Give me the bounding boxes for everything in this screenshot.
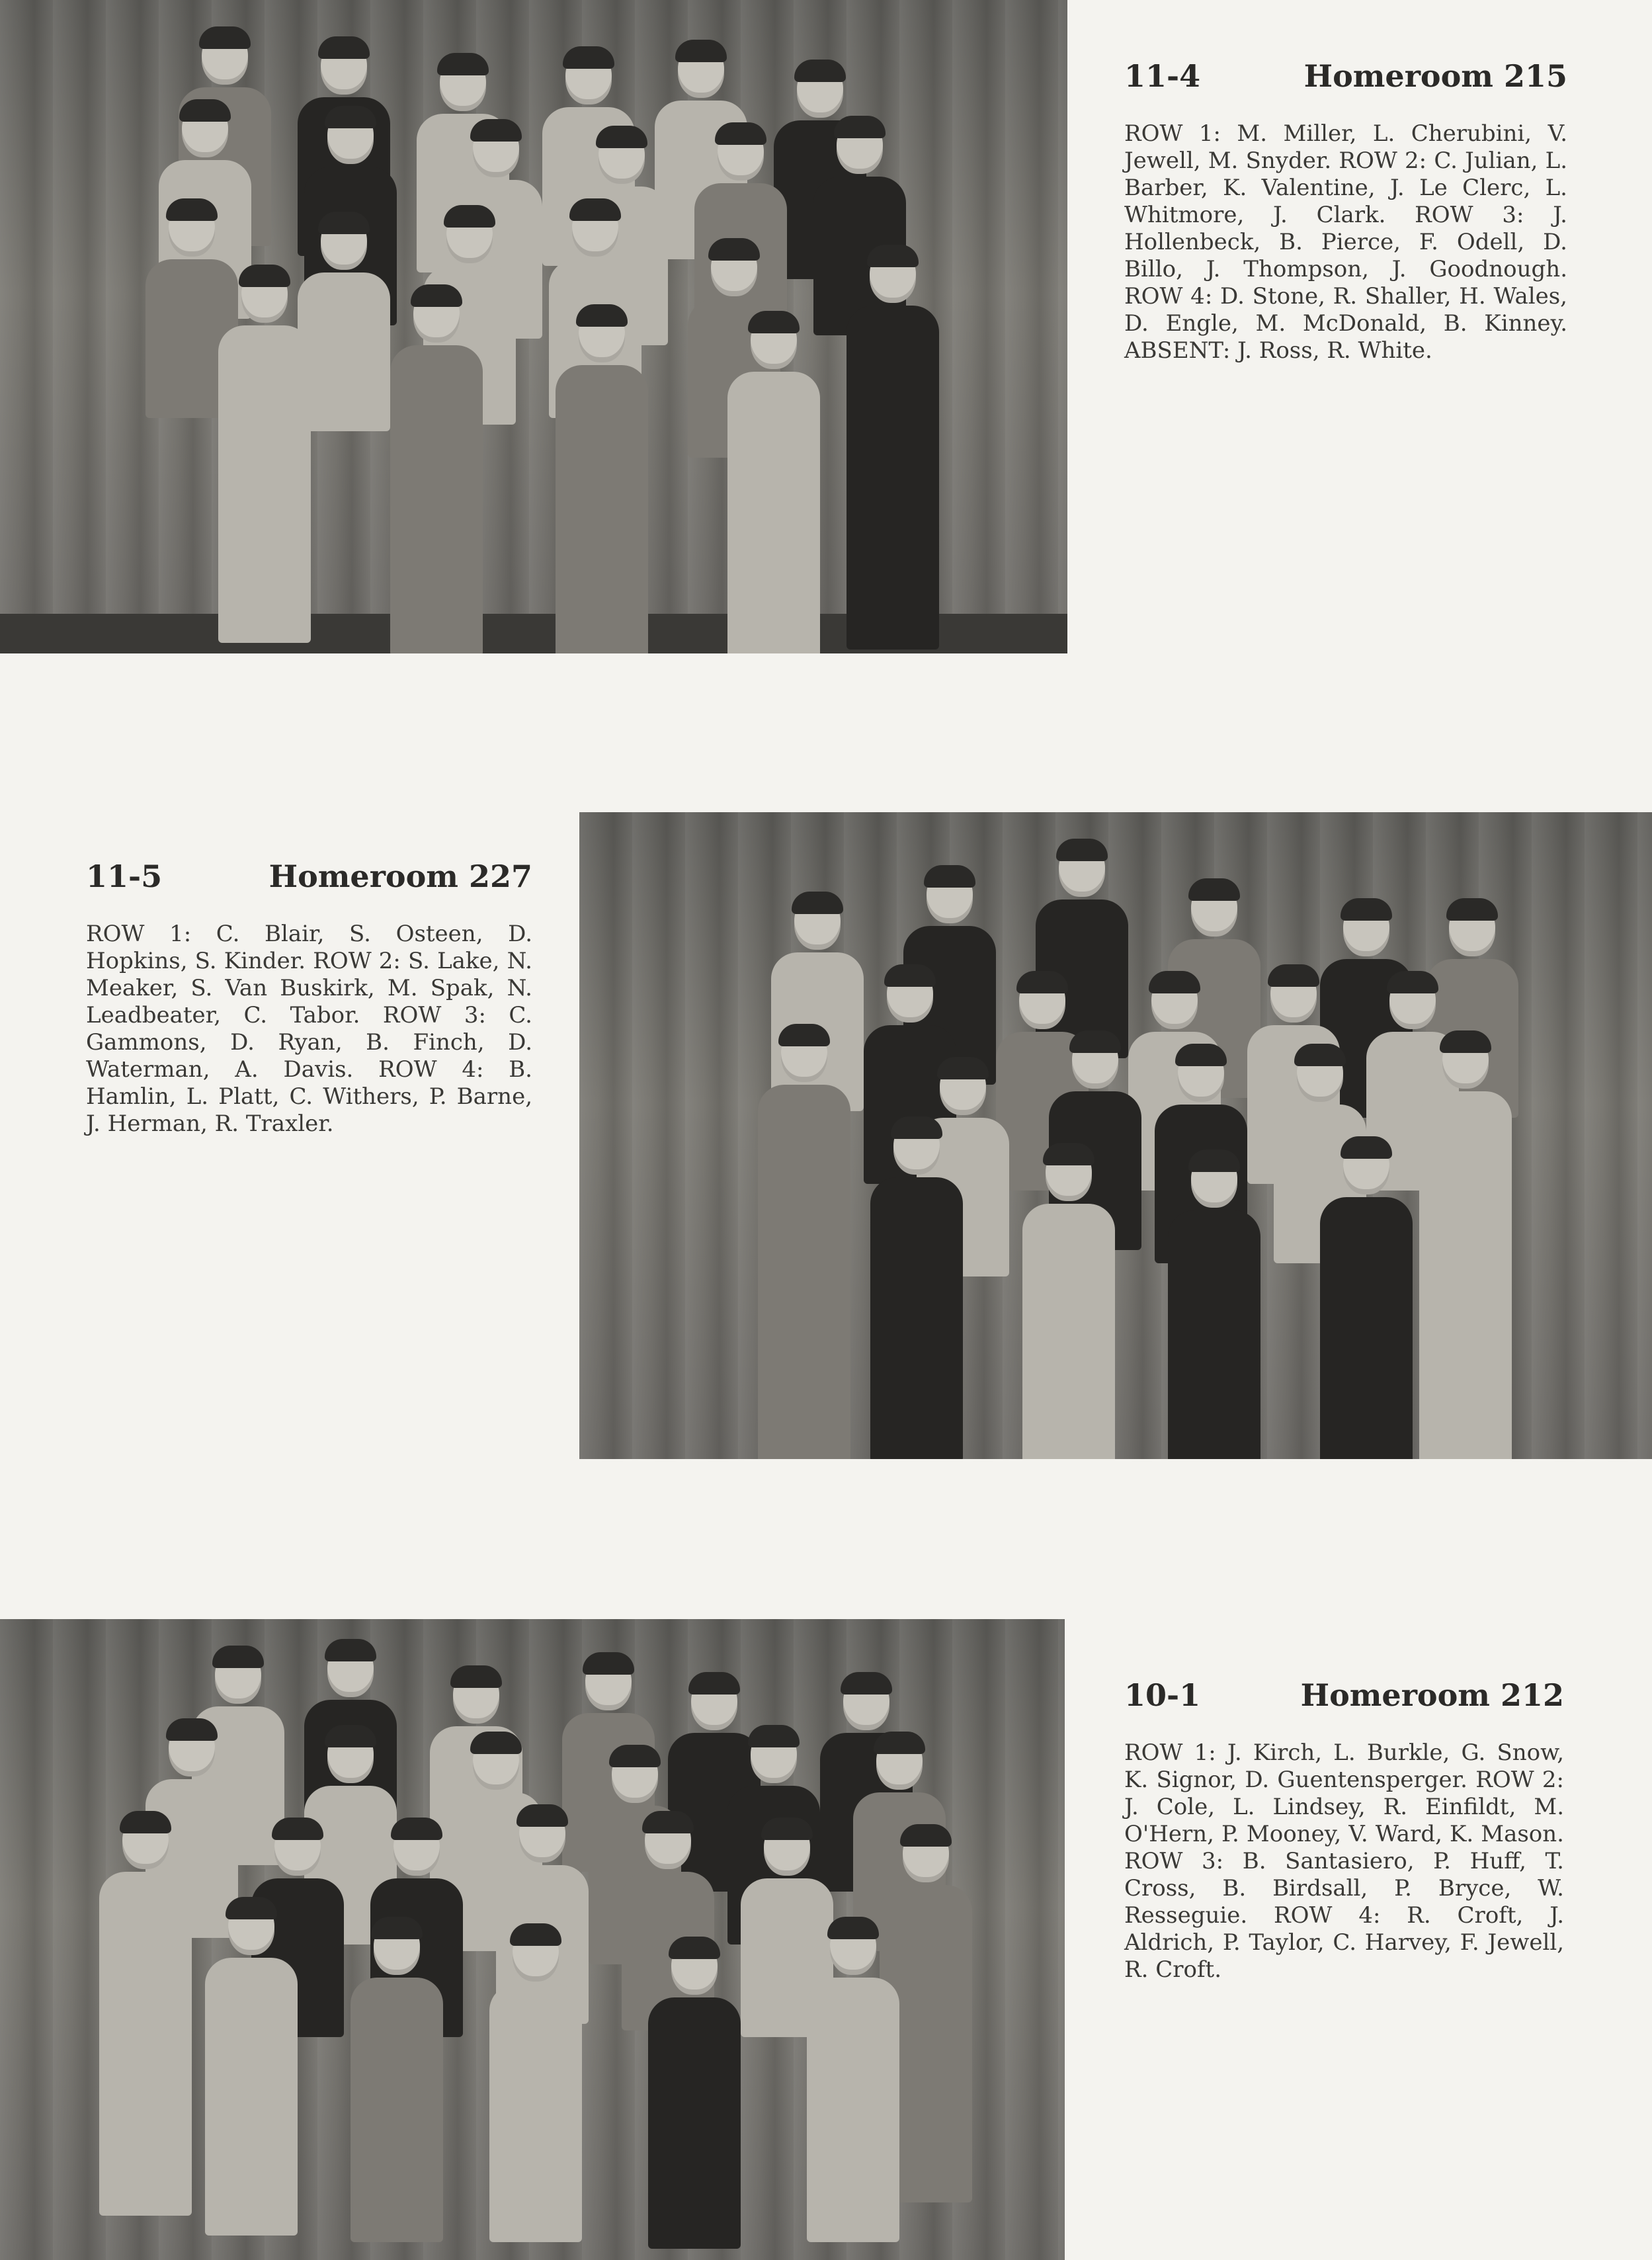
homeroom-number: Homeroom 227 xyxy=(268,858,532,894)
caption-11-4 xyxy=(1124,58,1567,364)
homeroom-number: Homeroom 215 xyxy=(1303,58,1567,94)
class-code: 11-4 xyxy=(1124,58,1201,94)
section-heading xyxy=(1124,1677,1564,1713)
caption-11-5 xyxy=(86,858,532,1138)
homeroom-number: Homeroom 212 xyxy=(1300,1677,1564,1713)
section-heading xyxy=(1124,58,1567,94)
student-names: ROW 1: J. Kirch, L. Burkle, G. Snow, K. Signor, D. Guentensperger. ROW 2: J. Cole, L. Lindsey, R. Einfildt, M. O'Hern, P. Mooney, V. Ward, K. Mason. ROW 3: B. Santasiero, P. Huff, T. Cross, B. Birdsall, P. Bryce, W. Resseguie. ROW 4: R. Croft, J. Aldrich, P. Taylor, C. Harvey, F. Jewell, R. Croft. xyxy=(1124,1739,1564,1983)
class-code: 10-1 xyxy=(1124,1677,1201,1713)
section-heading xyxy=(86,858,532,894)
student-names: ROW 1: M. Miller, L. Cherubini, V. Jewell, M. Snyder. ROW 2: C. Julian, L. Barber, K. Valentine, J. Le Clerc, L. Whitmore, J. Clark. ROW 3: J. Hollenbeck, B. Pierce, F. Odell, D. Billo, J. Thompson, J. Goodnough. ROW 4: D. Stone, R. Shaller, H. Wales, D. Engle, M. McDonald, B. Kinney. ABSENT: J. Ross, R. White. xyxy=(1124,120,1567,364)
caption-10-1 xyxy=(1124,1677,1564,1984)
student-names: ROW 1: C. Blair, S. Osteen, D. Hopkins, S. Kinder. ROW 2: S. Lake, N. Meaker, S. Van Buskirk, M. Spak, N. Leadbeater, C. Tabor. ROW 3: C. Gammons, D. Ryan, B. Finch, D. Waterman, A. Davis. ROW 4: B. Hamlin, L. Platt, C. Withers, P. Barne, J. Herman, R. Traxler. xyxy=(86,921,532,1137)
class-code: 11-5 xyxy=(86,858,163,894)
class-photo-10-1 xyxy=(0,1619,1065,2260)
class-photo-11-4 xyxy=(0,0,1067,653)
class-photo-11-5 xyxy=(579,812,1652,1459)
